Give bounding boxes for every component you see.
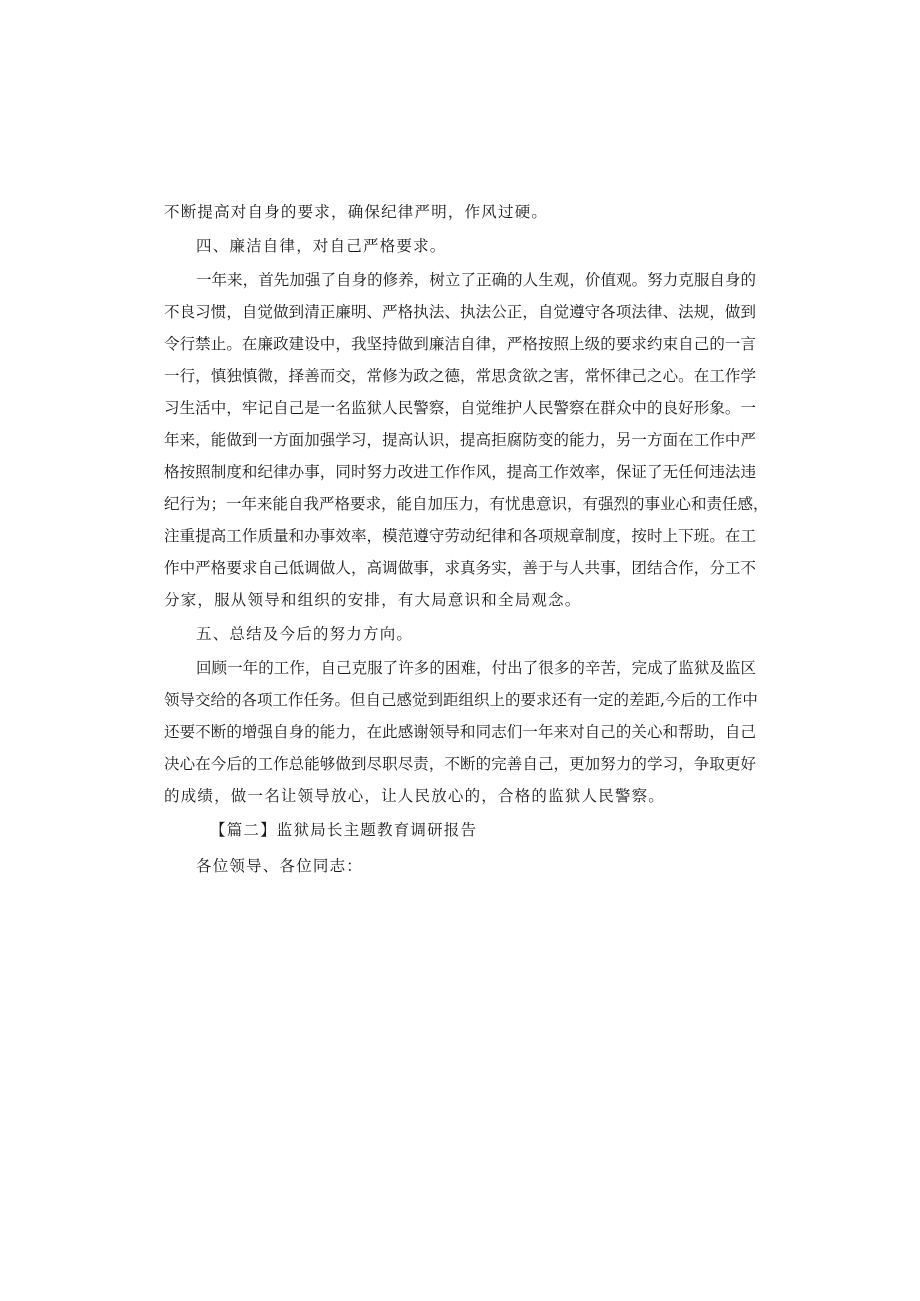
paragraph-line: 领导交给的各项工作任务。但自己感觉到距组织上的要求还有一定的差距,今后的工作中 — [164, 691, 758, 709]
paragraph-line: 一行，慎独慎微，择善而交，常修为政之德，常思贪欲之害，常怀律己之心。在工作学 — [164, 367, 756, 385]
paragraph-line: 不良习惯，自觉做到清正廉明、严格执法、执法公正，自觉遵守各项法律、法规，做到 — [164, 303, 756, 321]
paragraph-line: 作中严格要求自己低调做人，高调做事，求真务实，善于与人共事，团结合作，分工不 — [164, 559, 756, 577]
paragraph-line: 的成绩，做一名让领导放心，让人民放心的，合格的监狱人民警察。 — [164, 787, 666, 805]
article-title: 【篇二】监狱局长主题教育调研报告 — [210, 821, 478, 839]
paragraph-line: 还要不断的增强自身的能力，在此感谢领导和同志们一年来对自己的关心和帮助，自己 — [164, 723, 756, 741]
paragraph-line: 回顾一年的工作，自己克服了许多的困难，付出了很多的辛苦，完成了监狱及监区 — [196, 659, 756, 677]
paragraph-line: 习生活中，牢记自己是一名监狱人民警察，自觉维护人民警察在群众中的良好形象。一 — [164, 399, 756, 417]
paragraph-line: 决心在今后的工作总能够做到尽职尽责，不断的完善自己，更加努力的学习，争取更好 — [164, 755, 756, 773]
paragraph-line: 令行禁止。在廉政建设中，我坚持做到廉洁自律，严格按照上级的要求约束自己的一言 — [164, 335, 756, 353]
salutation: 各位领导、各位同志： — [196, 857, 364, 875]
section-heading-5: 五、总结及今后的努力方向。 — [196, 625, 414, 643]
paragraph-line: 年来，能做到一方面加强学习，提高认识，提高拒腐防变的能力，另一方面在工作中严 — [164, 431, 756, 449]
paragraph-line: 分家，服从领导和组织的安排，有大局意识和全局观念。 — [164, 591, 582, 609]
paragraph-continuation-line: 不断提高对自身的要求，确保纪律严明，作风过硬。 — [164, 203, 549, 221]
paragraph-line: 注重提高工作质量和办事效率，模范遵守劳动纪律和各项规章制度，按时上下班。在工 — [164, 527, 756, 545]
paragraph-line: 格按照制度和纪律办事，同时努力改进工作作风，提高工作效率，保证了无任何违法违 — [164, 463, 756, 481]
paragraph-line: 一年来，首先加强了自身的修养，树立了正确的人生观，价值观。努力克服自身的 — [196, 271, 756, 289]
paragraph-line: 纪行为；一年来能自我严格要求，能自加压力，有忧患意识，有强烈的事业心和责任感， — [164, 495, 769, 513]
section-heading-4: 四、廉洁自律，对自己严格要求。 — [196, 237, 447, 255]
